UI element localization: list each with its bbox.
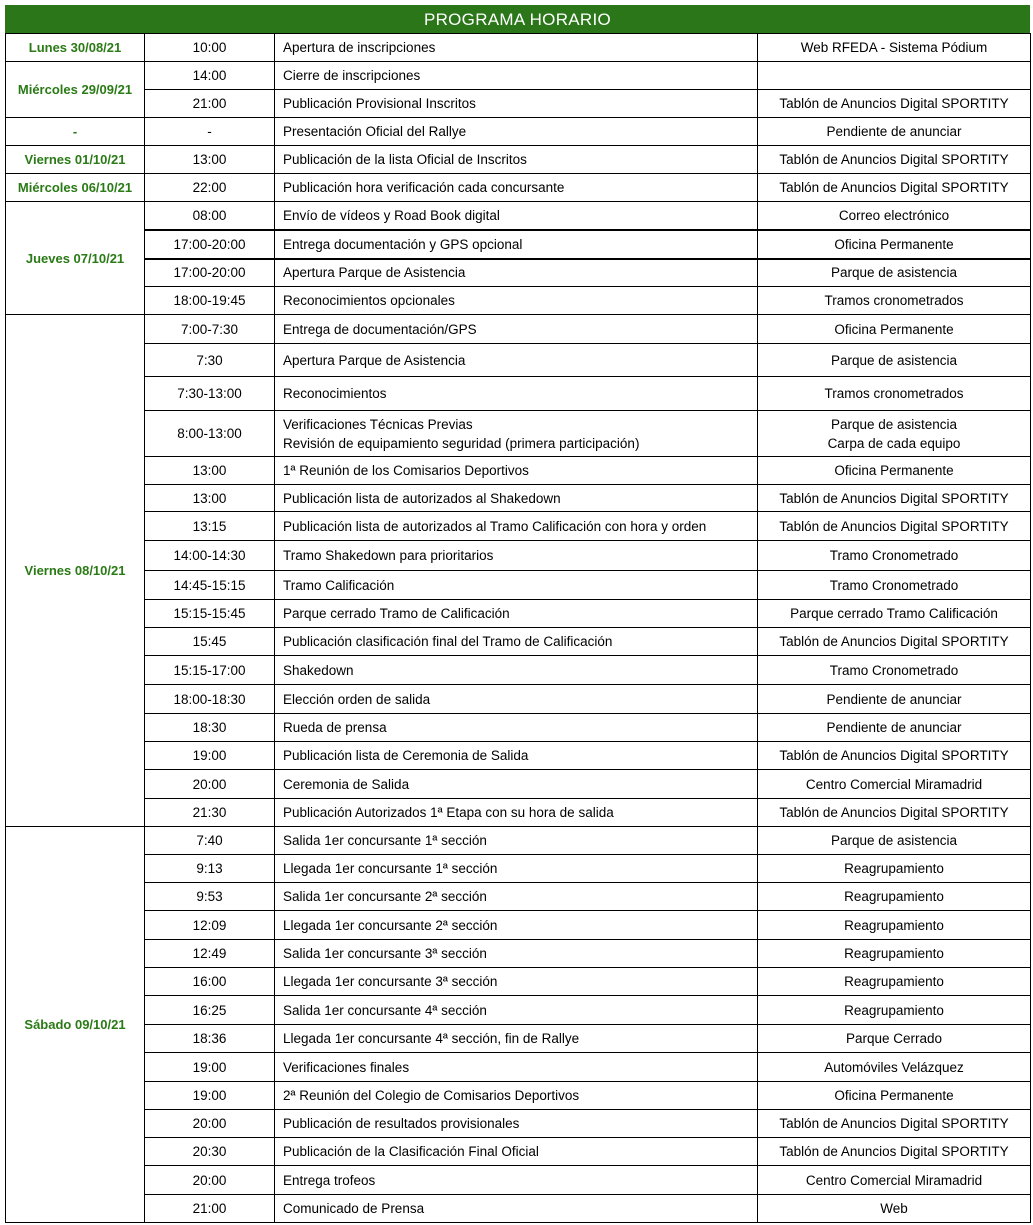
table-row (6, 1110, 1031, 1138)
event-cell: Parque cerrado Tramo de Calificación (275, 600, 758, 628)
time-cell: 19:00 (145, 1053, 275, 1082)
place-cell: Web RFEDA - Sistema Pódium (758, 34, 1031, 62)
place-cell: Web (758, 1195, 1031, 1223)
place-line: Parque de asistencia (830, 416, 958, 432)
table-row (6, 174, 1031, 202)
place-cell: Tramo Cronometrado (758, 656, 1031, 685)
table-row (6, 259, 1031, 287)
event-cell: Salida 1er concursante 1ª sección (275, 827, 758, 855)
event-cell: Rueda de prensa (275, 714, 758, 742)
event-cell: Apertura Parque de Asistencia (275, 344, 758, 377)
table-row (6, 62, 1031, 90)
place-cell: Tramos cronometrados (758, 377, 1031, 411)
table-row (6, 411, 1031, 457)
event-cell: Tramo Shakedown para prioritarios (275, 541, 758, 571)
table-row (6, 34, 1031, 62)
time-cell: 18:36 (145, 1025, 275, 1053)
schedule-table (5, 33, 1031, 1223)
time-cell: 16:00 (145, 968, 275, 996)
table-row (6, 146, 1031, 174)
place-cell: Reagrupamiento (758, 883, 1031, 911)
place-cell: Tablón de Anuncios Digital SPORTITY (758, 174, 1031, 202)
event-cell: Reconocimientos opcionales (275, 287, 758, 315)
table-row (6, 118, 1031, 146)
event-cell: Publicación lista de autorizados al Tramo Calificación con hora y orden (275, 512, 758, 541)
day-cell: Miércoles 06/10/21 (6, 174, 145, 202)
time-cell: 14:00-14:30 (145, 541, 275, 571)
table-row (6, 714, 1031, 742)
table-row (6, 770, 1031, 799)
time-cell: 19:00 (145, 1082, 275, 1110)
time-cell: 22:00 (145, 174, 275, 202)
event-cell: Apertura de inscripciones (275, 34, 758, 62)
event-cell: 2ª Reunión del Colegio de Comisarios Deportivos (275, 1082, 758, 1110)
table-row (6, 377, 1031, 411)
time-cell: 20:00 (145, 770, 275, 799)
place-cell: Oficina Permanente (758, 315, 1031, 344)
table-row (6, 827, 1031, 855)
time-cell: 7:30-13:00 (145, 377, 275, 411)
time-cell: 08:00 (145, 202, 275, 230)
table-row (6, 799, 1031, 827)
day-cell: - (6, 118, 145, 146)
place-cell: Parque de asistencia (758, 344, 1031, 377)
table-row (6, 1082, 1031, 1110)
time-cell: 7:40 (145, 827, 275, 855)
table-row (6, 512, 1031, 541)
event-cell: Publicación de la lista Oficial de Inscritos (275, 146, 758, 174)
time-cell: 18:30 (145, 714, 275, 742)
table-row (6, 911, 1031, 940)
table-row (6, 344, 1031, 377)
schedule-title: PROGRAMA HORARIO (5, 5, 1030, 33)
table-row (6, 968, 1031, 996)
event-cell: Llegada 1er concursante 3ª sección (275, 968, 758, 996)
table-row (6, 685, 1031, 714)
place-cell: Correo electrónico (758, 202, 1031, 230)
place-cell: Tramos cronometrados (758, 287, 1031, 315)
event-cell: Llegada 1er concursante 2ª sección (275, 911, 758, 940)
place-cell: Oficina Permanente (758, 230, 1031, 259)
table-row (6, 202, 1031, 230)
event-cell: Salida 1er concursante 4ª sección (275, 996, 758, 1025)
event-cell: Llegada 1er concursante 4ª sección, fin de Rallye (275, 1025, 758, 1053)
table-row (6, 457, 1031, 485)
table-row (6, 1025, 1031, 1053)
event-cell: Publicación Autorizados 1ª Etapa con su hora de salida (275, 799, 758, 827)
time-cell: 20:30 (145, 1138, 275, 1166)
time-cell: 7:30 (145, 344, 275, 377)
place-cell: Reagrupamiento (758, 940, 1031, 968)
event-cell: Reconocimientos (275, 377, 758, 411)
event-cell: Presentación Oficial del Rallye (275, 118, 758, 146)
schedule-document (5, 5, 1030, 1223)
event-cell: Verificaciones finales (275, 1053, 758, 1082)
event-line: Verificaciones Técnicas Previas (283, 416, 473, 432)
place-cell: Tablón de Anuncios Digital SPORTITY (758, 512, 1031, 541)
event-cell: Publicación de la Clasificación Final Oficial (275, 1138, 758, 1166)
day-cell: Lunes 30/08/21 (6, 34, 145, 62)
table-row (6, 230, 1031, 259)
place-line: Carpa de cada equipo (827, 435, 961, 451)
time-cell: 21:30 (145, 799, 275, 827)
time-cell: 20:00 (145, 1166, 275, 1195)
time-cell: 10:00 (145, 34, 275, 62)
event-cell: Apertura Parque de Asistencia (275, 259, 758, 287)
event-cell: Publicación lista de autorizados al Shakedown (275, 485, 758, 512)
table-row (6, 656, 1031, 685)
event-cell: Shakedown (275, 656, 758, 685)
time-cell: 9:13 (145, 855, 275, 883)
event-cell: Salida 1er concursante 2ª sección (275, 883, 758, 911)
place-cell: Tablón de Anuncios Digital SPORTITY (758, 1110, 1031, 1138)
place-cell (758, 62, 1031, 90)
event-cell: Publicación lista de Ceremonia de Salida (275, 742, 758, 770)
time-cell: - (145, 118, 275, 146)
table-row (6, 883, 1031, 911)
event-line: Revisión de equipamiento seguridad (primera participación) (283, 435, 640, 451)
day-cell: Jueves 07/10/21 (6, 202, 145, 315)
time-cell: 14:45-15:15 (145, 571, 275, 600)
event-cell: Tramo Calificación (275, 571, 758, 600)
time-cell: 13:00 (145, 485, 275, 512)
schedule-body (6, 34, 1031, 1223)
table-row (6, 1166, 1031, 1195)
place-cell: Reagrupamiento (758, 855, 1031, 883)
place-cell: Pendiente de anunciar (758, 118, 1031, 146)
event-cell: Envío de vídeos y Road Book digital (275, 202, 758, 230)
table-row (6, 855, 1031, 883)
table-row (6, 996, 1031, 1025)
table-row (6, 1053, 1031, 1082)
table-row (6, 1195, 1031, 1223)
time-cell: 17:00-20:00 (145, 259, 275, 287)
event-cell: Llegada 1er concursante 1ª sección (275, 855, 758, 883)
time-cell: 13:15 (145, 512, 275, 541)
time-cell: 9:53 (145, 883, 275, 911)
event-cell: Publicación hora verificación cada concursante (275, 174, 758, 202)
event-cell: 1ª Reunión de los Comisarios Deportivos (275, 457, 758, 485)
place-cell: Tablón de Anuncios Digital SPORTITY (758, 1138, 1031, 1166)
event-cell (275, 411, 758, 457)
day-cell: Viernes 01/10/21 (6, 146, 145, 174)
time-cell: 12:49 (145, 940, 275, 968)
place-cell: Parque cerrado Tramo Calificación (758, 600, 1031, 628)
event-cell: Cierre de inscripciones (275, 62, 758, 90)
day-cell: Viernes 08/10/21 (6, 315, 145, 827)
place-cell: Parque Cerrado (758, 1025, 1031, 1053)
place-cell: Tramo Cronometrado (758, 571, 1031, 600)
place-cell (758, 411, 1031, 457)
place-cell: Oficina Permanente (758, 457, 1031, 485)
time-cell: 13:00 (145, 457, 275, 485)
table-row (6, 742, 1031, 770)
place-cell: Reagrupamiento (758, 911, 1031, 940)
table-row (6, 315, 1031, 344)
time-cell: 21:00 (145, 1195, 275, 1223)
event-cell: Ceremonia de Salida (275, 770, 758, 799)
day-cell: Sábado 09/10/21 (6, 827, 145, 1223)
table-row (6, 1138, 1031, 1166)
time-cell: 18:00-18:30 (145, 685, 275, 714)
place-cell: Pendiente de anunciar (758, 685, 1031, 714)
time-cell: 16:25 (145, 996, 275, 1025)
table-row (6, 940, 1031, 968)
time-cell: 20:00 (145, 1110, 275, 1138)
event-cell: Publicación de resultados provisionales (275, 1110, 758, 1138)
table-row (6, 541, 1031, 571)
place-cell: Tablón de Anuncios Digital SPORTITY (758, 146, 1031, 174)
event-cell: Salida 1er concursante 3ª sección (275, 940, 758, 968)
place-cell: Tramo Cronometrado (758, 541, 1031, 571)
place-cell: Reagrupamiento (758, 996, 1031, 1025)
table-row (6, 571, 1031, 600)
place-cell: Pendiente de anunciar (758, 714, 1031, 742)
event-cell: Entrega documentación y GPS opcional (275, 230, 758, 259)
place-cell: Centro Comercial Miramadrid (758, 770, 1031, 799)
time-cell: 12:09 (145, 911, 275, 940)
table-row (6, 628, 1031, 656)
event-cell: Entrega trofeos (275, 1166, 758, 1195)
table-row (6, 90, 1031, 118)
place-cell: Automóviles Velázquez (758, 1053, 1031, 1082)
day-cell: Miércoles 29/09/21 (6, 62, 145, 118)
place-cell: Tablón de Anuncios Digital SPORTITY (758, 628, 1031, 656)
time-cell: 15:15-17:00 (145, 656, 275, 685)
place-cell: Centro Comercial Miramadrid (758, 1166, 1031, 1195)
table-row (6, 485, 1031, 512)
time-cell: 15:45 (145, 628, 275, 656)
place-cell: Tablón de Anuncios Digital SPORTITY (758, 485, 1031, 512)
time-cell: 18:00-19:45 (145, 287, 275, 315)
place-cell: Tablón de Anuncios Digital SPORTITY (758, 742, 1031, 770)
event-cell: Publicación Provisional Inscritos (275, 90, 758, 118)
time-cell: 14:00 (145, 62, 275, 90)
place-cell: Parque de asistencia (758, 827, 1031, 855)
time-cell: 13:00 (145, 146, 275, 174)
time-cell: 19:00 (145, 742, 275, 770)
table-row (6, 287, 1031, 315)
time-cell: 7:00-7:30 (145, 315, 275, 344)
event-cell: Publicación clasificación final del Tramo de Calificación (275, 628, 758, 656)
place-cell: Parque de asistencia (758, 259, 1031, 287)
event-cell: Entrega de documentación/GPS (275, 315, 758, 344)
place-cell: Tablón de Anuncios Digital SPORTITY (758, 799, 1031, 827)
time-cell: 17:00-20:00 (145, 230, 275, 259)
place-cell: Oficina Permanente (758, 1082, 1031, 1110)
event-cell: Elección orden de salida (275, 685, 758, 714)
place-cell: Tablón de Anuncios Digital SPORTITY (758, 90, 1031, 118)
table-row (6, 600, 1031, 628)
place-cell: Reagrupamiento (758, 968, 1031, 996)
time-cell: 8:00-13:00 (145, 411, 275, 457)
time-cell: 21:00 (145, 90, 275, 118)
time-cell: 15:15-15:45 (145, 600, 275, 628)
event-cell: Comunicado de Prensa (275, 1195, 758, 1223)
